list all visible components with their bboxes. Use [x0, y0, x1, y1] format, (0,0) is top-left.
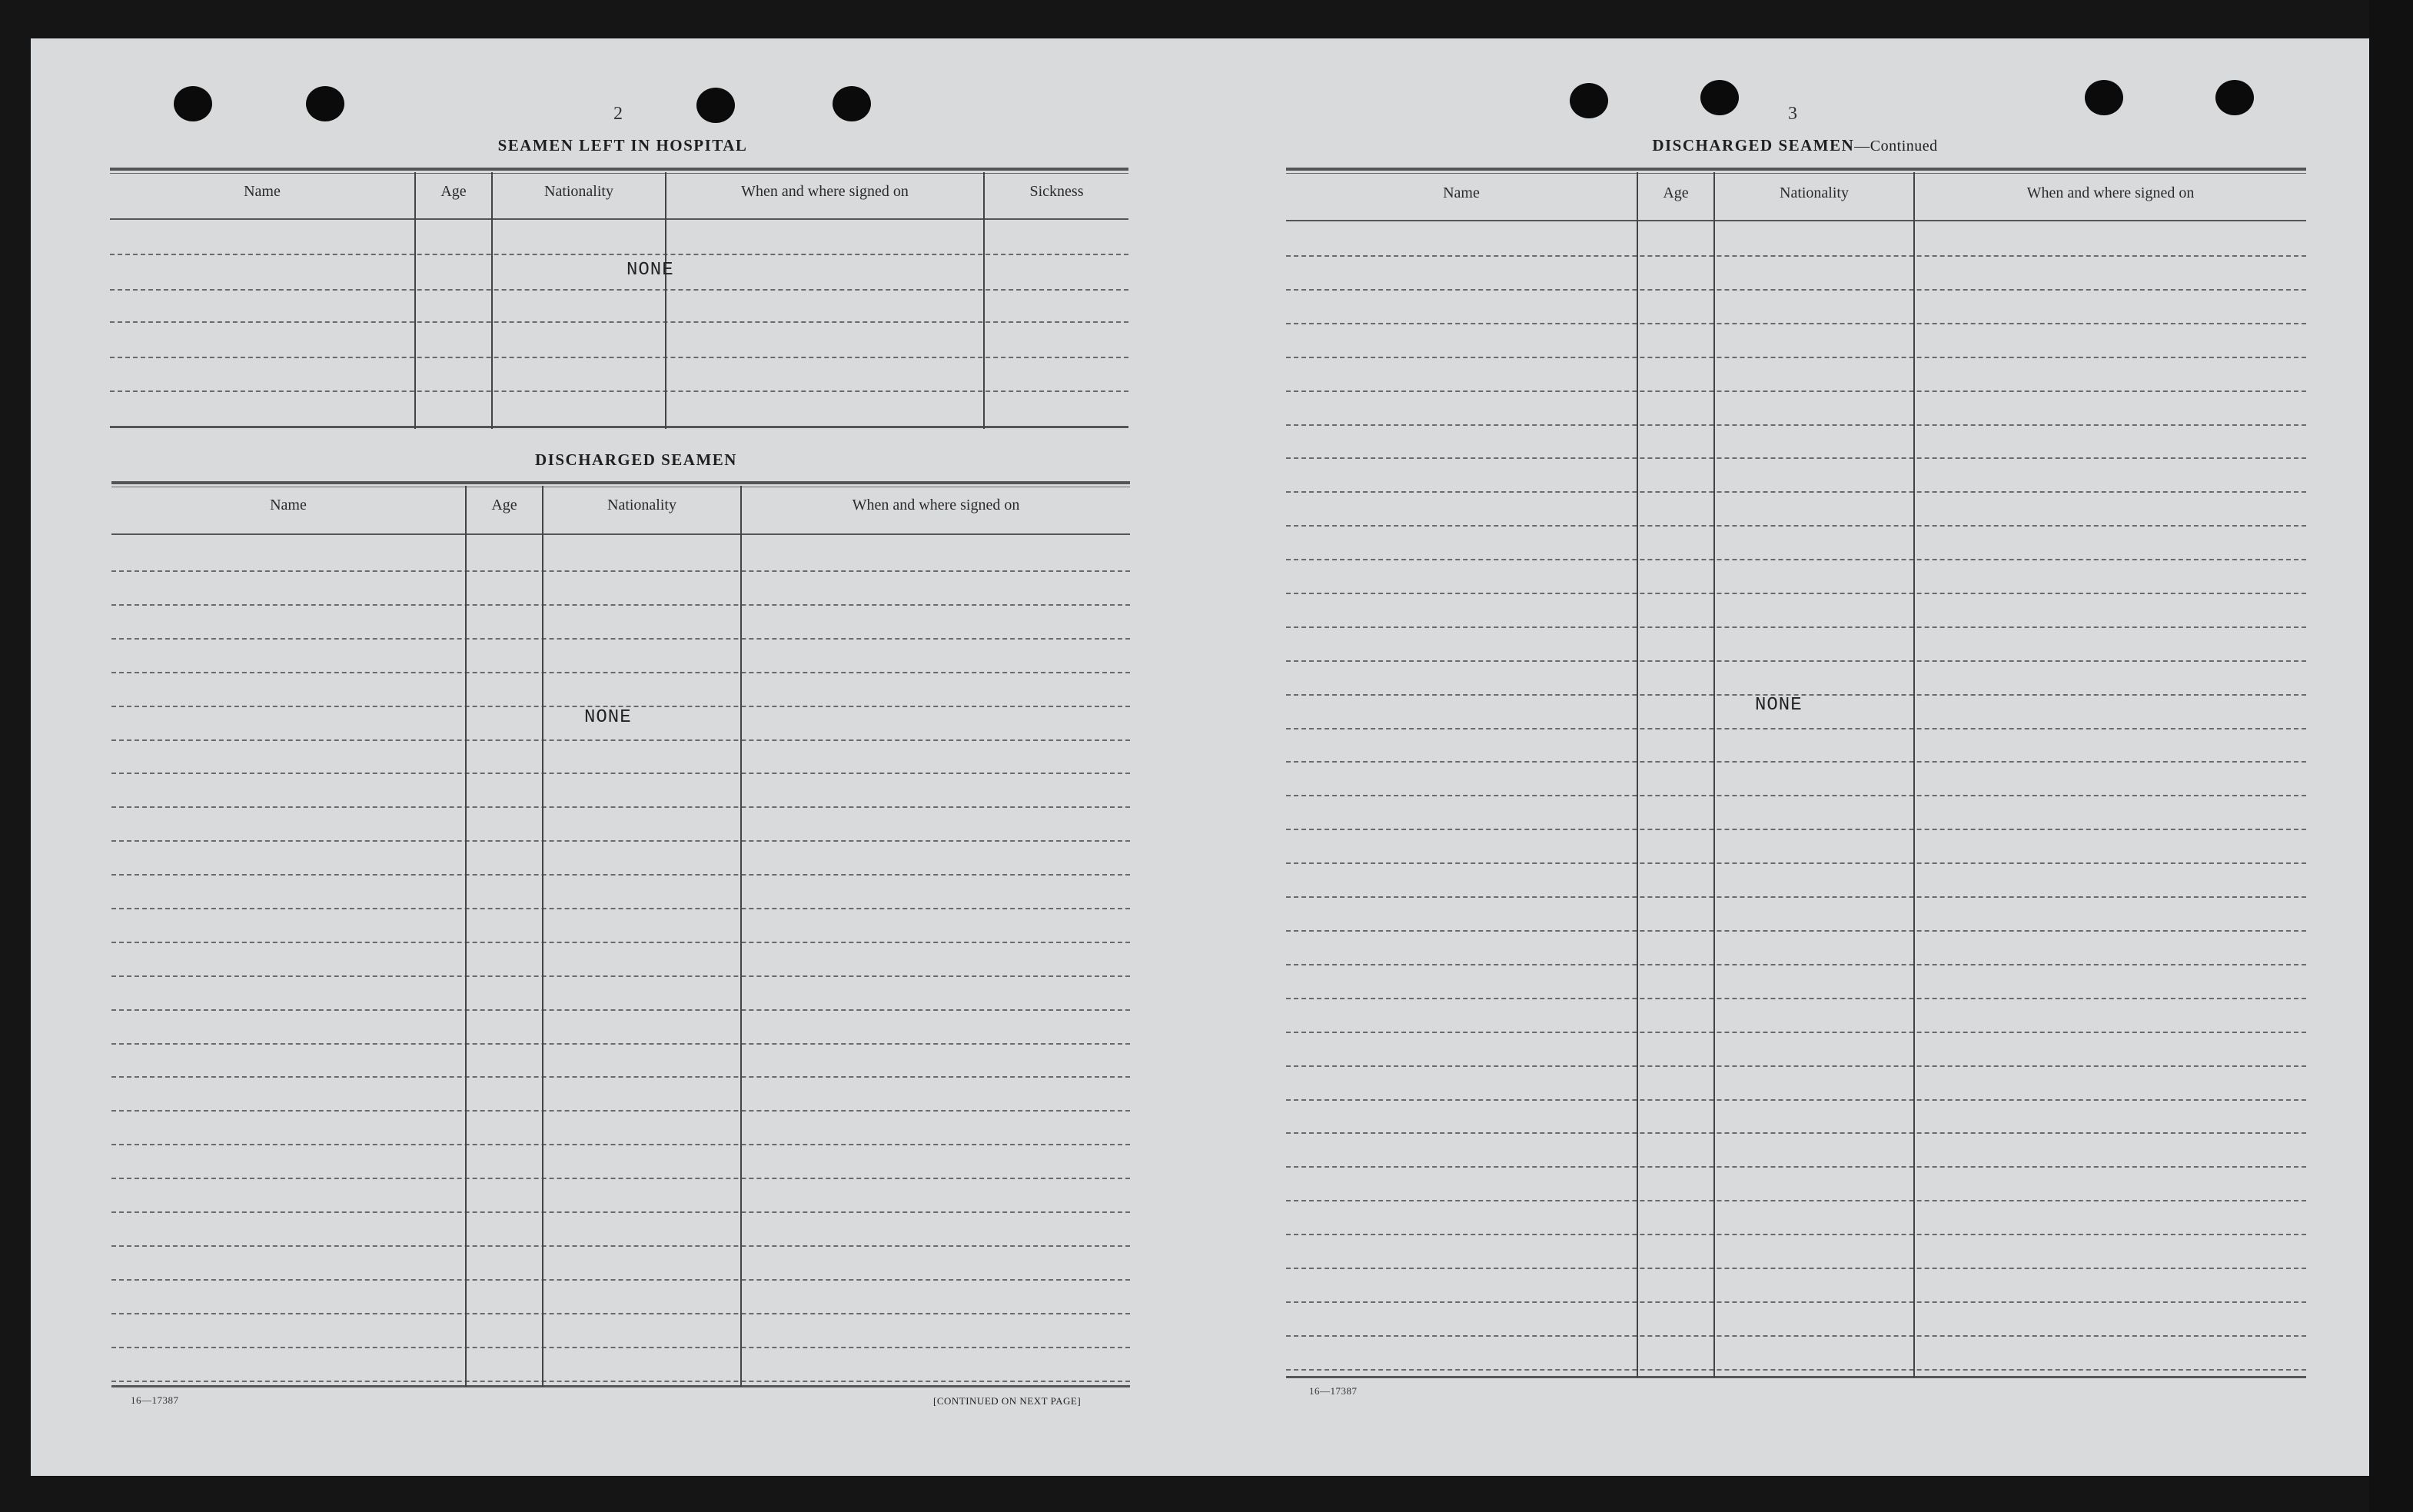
- table-row: [1286, 1335, 2306, 1337]
- punch-hole: [2215, 80, 2254, 115]
- table-row: [110, 254, 1128, 255]
- column-header-name: Name: [244, 183, 281, 200]
- table-row: [111, 1279, 1130, 1281]
- column-header-nationality: Nationality: [544, 183, 613, 200]
- table-row: [111, 1245, 1130, 1247]
- table-row: [111, 975, 1130, 977]
- table-row: [111, 1043, 1130, 1045]
- discharged-continued-title: [1284, 136, 2306, 155]
- table-row: [111, 570, 1130, 572]
- table-row: [1286, 289, 2306, 291]
- table-row: [1286, 491, 2306, 493]
- discharged-continued-entry-none: NONE: [1755, 695, 1803, 716]
- column-header-nationality: Nationality: [607, 497, 676, 513]
- punch-hole: [2085, 80, 2123, 115]
- table-row: [1286, 255, 2306, 257]
- column-header-age: Age: [491, 497, 517, 513]
- table-row: [1286, 390, 2306, 392]
- column-header-sickness: Sickness: [1029, 183, 1084, 200]
- table-row: [111, 672, 1130, 673]
- punch-hole: [1570, 83, 1608, 118]
- table-row: [1286, 1065, 2306, 1067]
- discharged-table-right: [1286, 168, 2306, 1384]
- table-row: [1286, 795, 2306, 796]
- table-row: [1286, 626, 2306, 628]
- column-header-name: Name: [270, 497, 307, 513]
- column-header-signed-on: When and where signed on: [741, 183, 909, 200]
- page-number-left: 2: [613, 104, 623, 124]
- table-row: [1286, 1099, 2306, 1101]
- table-row: [111, 840, 1130, 842]
- table-row: [1286, 1166, 2306, 1168]
- table-row: [1286, 761, 2306, 763]
- table-row: [110, 390, 1128, 392]
- page-number-right: 3: [1788, 104, 1797, 124]
- table-row: [110, 321, 1128, 323]
- column-header-signed-on: When and where signed on: [852, 497, 1020, 513]
- table-row: [110, 289, 1128, 291]
- table-row: [111, 1178, 1130, 1179]
- discharged-table-left: [111, 481, 1130, 1390]
- table-row: [1286, 1032, 2306, 1033]
- table-row: [111, 1347, 1130, 1348]
- table-row: [1286, 357, 2306, 358]
- table-row: [1286, 862, 2306, 864]
- discharged-section-title: DISCHARGED SEAMEN: [535, 450, 737, 469]
- table-row: [111, 604, 1130, 606]
- table-row: [1286, 1268, 2306, 1269]
- continued-suffix: —Continued: [1854, 138, 1938, 155]
- punch-hole: [833, 86, 871, 121]
- hospital-entry-none: NONE: [627, 260, 674, 281]
- table-row: [111, 1076, 1130, 1078]
- column-header-name: Name: [1443, 184, 1480, 201]
- discharged-continued-title-text: DISCHARGED SEAMEN: [1652, 136, 1855, 155]
- table-row: [1286, 323, 2306, 324]
- table-row: [111, 1381, 1130, 1382]
- discharged-entry-none: NONE: [584, 707, 632, 728]
- punch-hole: [696, 88, 735, 123]
- table-row: [111, 638, 1130, 640]
- table-row: [1286, 660, 2306, 662]
- table-row: [1286, 930, 2306, 932]
- table-row: [1286, 896, 2306, 898]
- table-row: [1286, 1301, 2306, 1303]
- table-row: [1286, 1234, 2306, 1235]
- table-row: [111, 806, 1130, 808]
- table-row: [1286, 593, 2306, 594]
- table-row: [111, 1313, 1130, 1314]
- table-row: [111, 874, 1130, 876]
- table-row: [1286, 1369, 2306, 1371]
- form-code-right: 16—17387: [1309, 1385, 1358, 1397]
- table-row: [1286, 998, 2306, 999]
- column-header-signed-on: When and where signed on: [2026, 184, 2195, 201]
- table-row: [1286, 1132, 2306, 1134]
- continued-note: [CONTINUED ON NEXT PAGE]: [933, 1395, 1082, 1407]
- column-header-age: Age: [1663, 184, 1689, 201]
- column-header-nationality: Nationality: [1780, 184, 1849, 201]
- column-header-age: Age: [440, 183, 467, 200]
- punch-hole: [306, 86, 344, 121]
- table-row: [1286, 728, 2306, 729]
- table-row: [111, 739, 1130, 741]
- table-row: [111, 942, 1130, 943]
- punch-hole: [174, 86, 212, 121]
- hospital-section-title: SEAMEN LEFT IN HOSPITAL: [497, 136, 748, 155]
- form-code-left: 16—17387: [131, 1394, 179, 1406]
- table-row: [1286, 424, 2306, 426]
- table-row: [111, 908, 1130, 909]
- table-row: [111, 1009, 1130, 1011]
- table-row: [111, 1110, 1130, 1112]
- table-row: [1286, 559, 2306, 560]
- scan-edge: [2369, 0, 2413, 1512]
- table-row: [111, 1144, 1130, 1145]
- hospital-table: [110, 168, 1128, 430]
- table-row: [111, 1211, 1130, 1213]
- punch-hole: [1700, 80, 1739, 115]
- table-row: [1286, 1200, 2306, 1201]
- table-row: [110, 357, 1128, 358]
- table-row: [1286, 525, 2306, 527]
- table-row: [1286, 829, 2306, 830]
- table-row: [111, 773, 1130, 774]
- table-row: [1286, 964, 2306, 965]
- table-row: [1286, 457, 2306, 459]
